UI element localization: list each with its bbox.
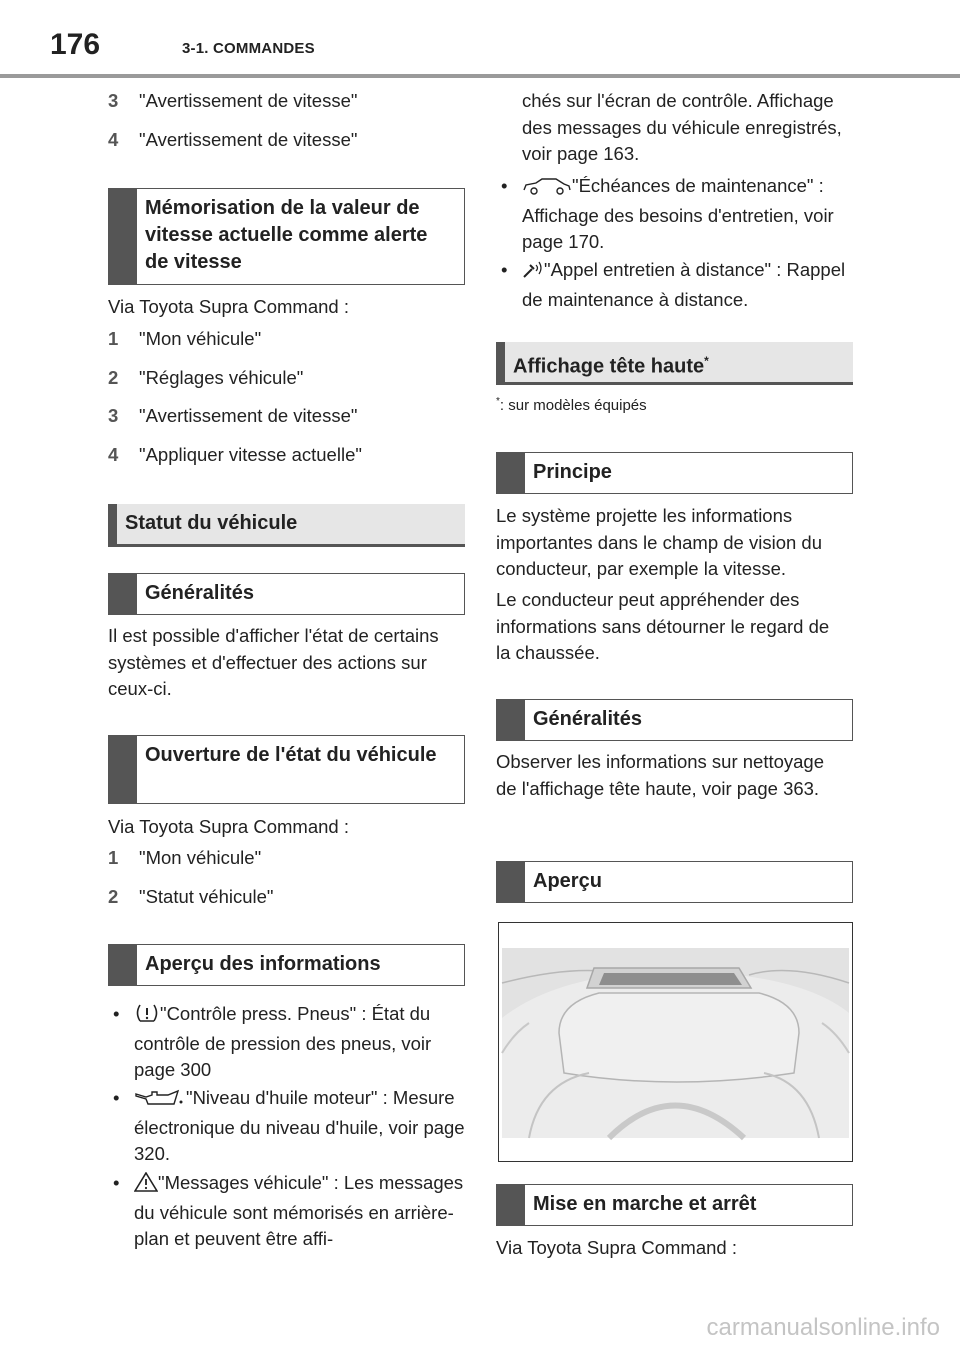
footnote: *: sur modèles équipés — [496, 396, 647, 414]
section-banner-statut — [108, 504, 465, 547]
heading: Aperçu — [533, 870, 602, 892]
wrench-signal-icon — [522, 259, 544, 287]
paragraph: Il est possible d'afficher l'état de certains systèmes et d'effectuer des actions sur ceux-ci. — [108, 625, 439, 699]
heading-box-apercu — [496, 861, 853, 903]
car-service-icon — [522, 176, 572, 203]
heading-box-ouverture — [108, 735, 465, 804]
via-text: Via Toyota Supra Command : — [108, 296, 349, 317]
tire-pressure-icon — [134, 1003, 160, 1031]
heading: Aperçu des informations — [145, 953, 381, 975]
heading: Ouverture de l'état du véhicule — [145, 744, 437, 766]
via-text: Via Toyota Supra Command : — [108, 816, 349, 837]
heading: Mémorisation de la valeur de vitesse actuelle comme alerte de vitesse — [145, 197, 428, 273]
header-rule — [0, 74, 960, 78]
heading: Mise en marche et arrêt — [533, 1193, 757, 1215]
heading: Généralités — [533, 708, 642, 730]
paragraph: Observer les informations sur nettoyage de l'affichage tête haute, voir page 363. — [496, 751, 825, 799]
oil-can-icon — [134, 1088, 186, 1115]
heading-box-memorisation — [108, 188, 465, 285]
banner-title: Affichage tête haute* — [513, 354, 709, 378]
paragraph: Le système projette les informations importantes dans le champ de vision du conducteur, par exemple la vitesse. — [496, 505, 822, 579]
watermark: carmanualsonline.info — [706, 1314, 940, 1341]
banner-title: Statut du véhicule — [125, 512, 298, 534]
page-number: 176 — [50, 28, 101, 61]
heading-box-generalites — [108, 573, 465, 615]
heading: Principe — [533, 461, 612, 483]
section-title: 3-1. COMMANDES — [182, 40, 315, 57]
heading-box-generalites — [496, 699, 853, 741]
heading-box-principe — [496, 452, 853, 494]
warning-triangle-icon — [134, 1172, 158, 1200]
heading-box-apercu-informations — [108, 944, 465, 986]
section-banner-hud — [496, 342, 853, 385]
heading: Généralités — [145, 582, 254, 604]
heading-box-mise-en-marche — [496, 1184, 853, 1226]
paragraph-continued: chés sur l'écran de contrôle. Affichage des messages du véhicule enregistrés, voir page 163. — [522, 90, 842, 164]
paragraph: Le conducteur peut appréhender des informations sans détourner le regard de la chaussée. — [496, 589, 830, 663]
via-text: Via Toyota Supra Command : — [496, 1237, 737, 1258]
hud-illustration — [498, 922, 853, 1162]
